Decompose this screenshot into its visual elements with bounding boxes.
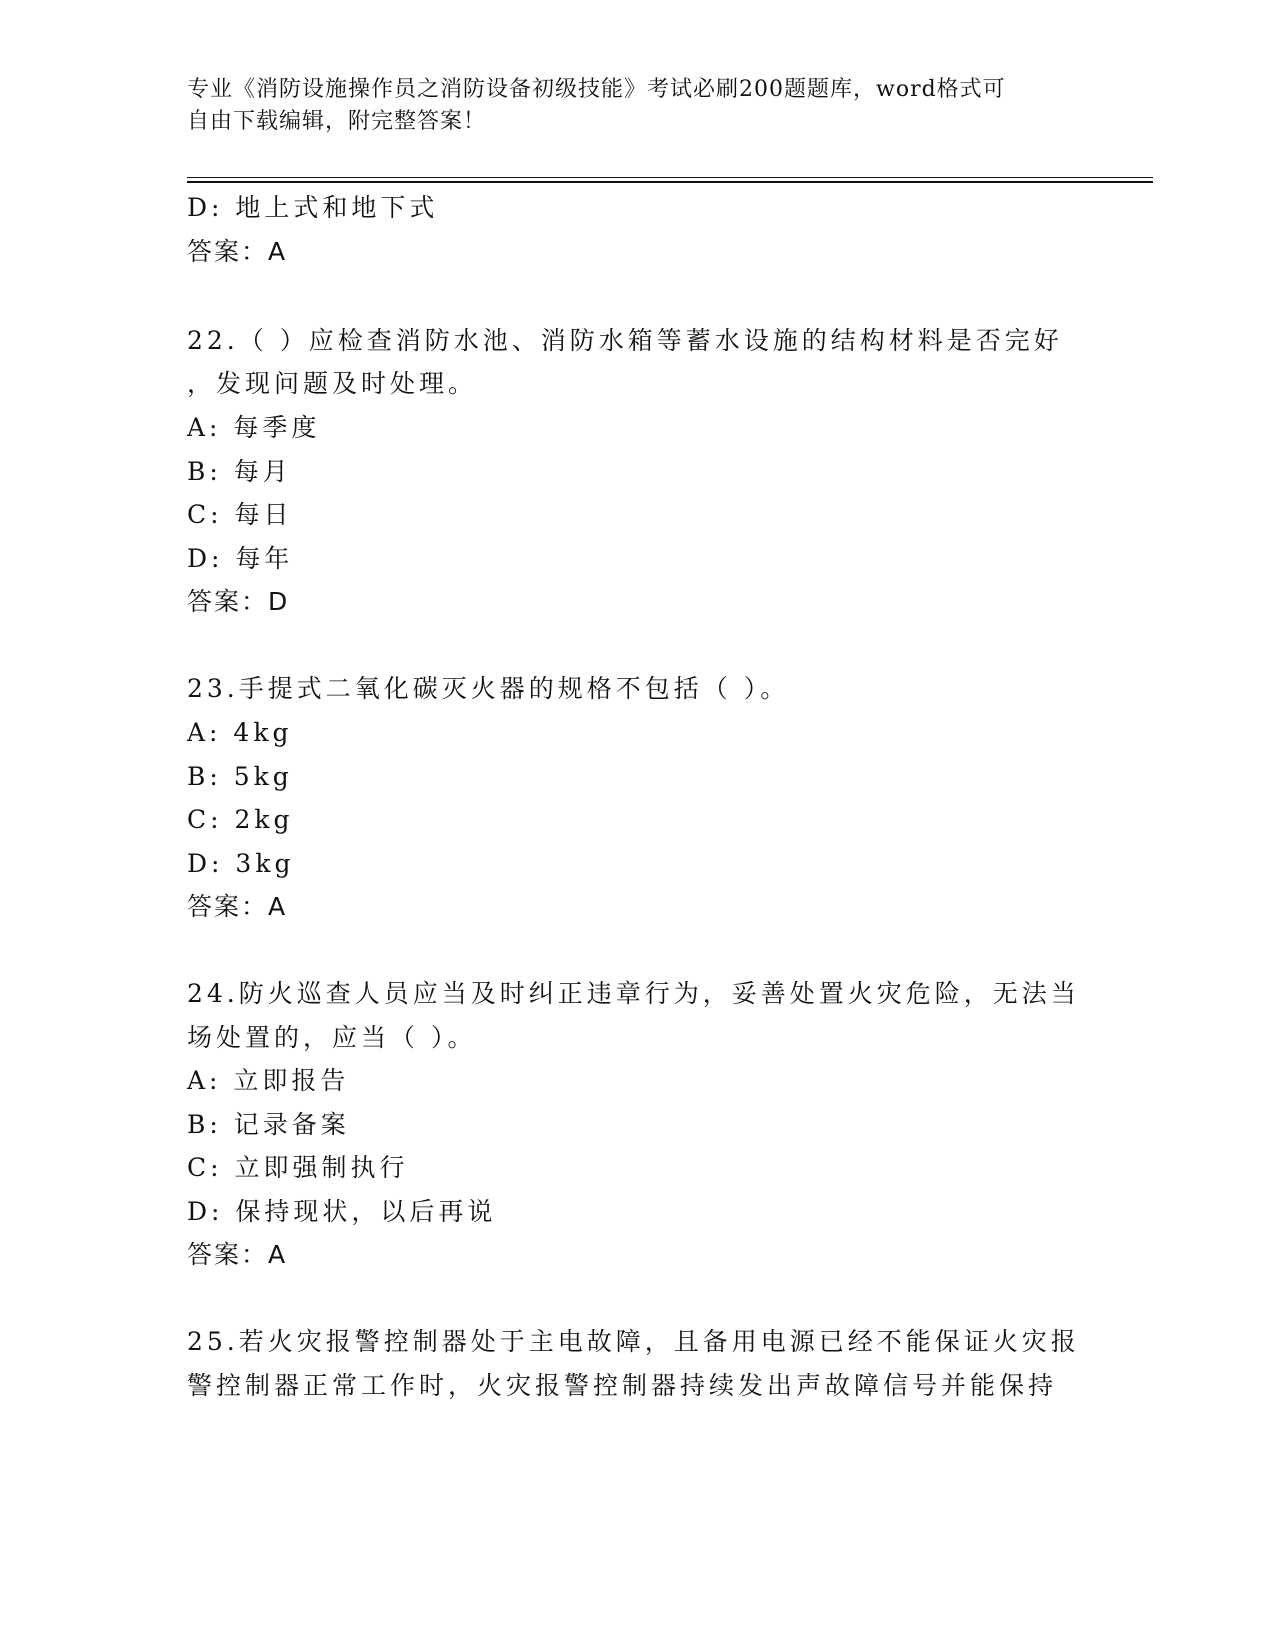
q23-option-a: A: 4kg [187,718,293,747]
q25-stem-line-2: 警控制器正常工作时，火灾报警控制器持续发出声故障信号并能保持 [187,1371,1058,1400]
q24-option-a: A: 立即报告 [187,1066,350,1095]
header-rule-thin [187,177,1153,178]
q23-stem-line-1: 23.手提式二氧化碳灭火器的规格不包括（ ）。 [187,674,790,703]
q22-option-b: B: 每月 [187,457,292,486]
header-title-line-1: 专业《消防设施操作员之消防设备初级技能》考试必刷200题题库，word格式可 [187,77,1006,102]
q25-stem-line-1: 25.若火灾报警控制器处于主电故障，且备用电源已经不能保证火灾报 [187,1327,1080,1356]
q23-option-b: B: 5kg [187,762,293,791]
q24-answer: 答案：A [187,1240,288,1269]
q23-answer: 答案：A [187,892,288,921]
q24-stem-line-2: 场处置的，应当（ ）。 [187,1023,477,1052]
q22-option-d: D: 每年 [187,544,294,573]
document-header [187,74,1087,138]
q24-option-c: C: 立即强制执行 [187,1153,409,1182]
q22-option-a: A: 每季度 [187,413,321,442]
q21-answer: 答案：A [187,237,288,266]
q22-option-c: C: 每日 [187,500,293,529]
q24-option-b: B: 记录备案 [187,1110,350,1139]
q22-stem-line-1: 22.（ ）应检查消防水池、消防水箱等蓄水设施的结构材料是否完好 [187,326,1063,355]
q21-option-d: D: 地上式和地下式 [187,193,439,222]
header-rule-thick [187,181,1153,183]
q23-option-c: C: 2kg [187,805,294,834]
q24-stem-line-1: 24.防火巡查人员应当及时纠正违章行为，妥善处置火灾危险，无法当 [187,979,1080,1008]
q23-option-d: D: 3kg [187,849,295,878]
q22-stem-line-2: ，发现问题及时处理。 [187,369,478,398]
q22-answer: 答案：D [187,587,290,616]
header-title-line-2: 自由下载编辑，附完整答案！ [187,109,487,134]
q24-option-d: D: 保持现状，以后再说 [187,1197,497,1226]
